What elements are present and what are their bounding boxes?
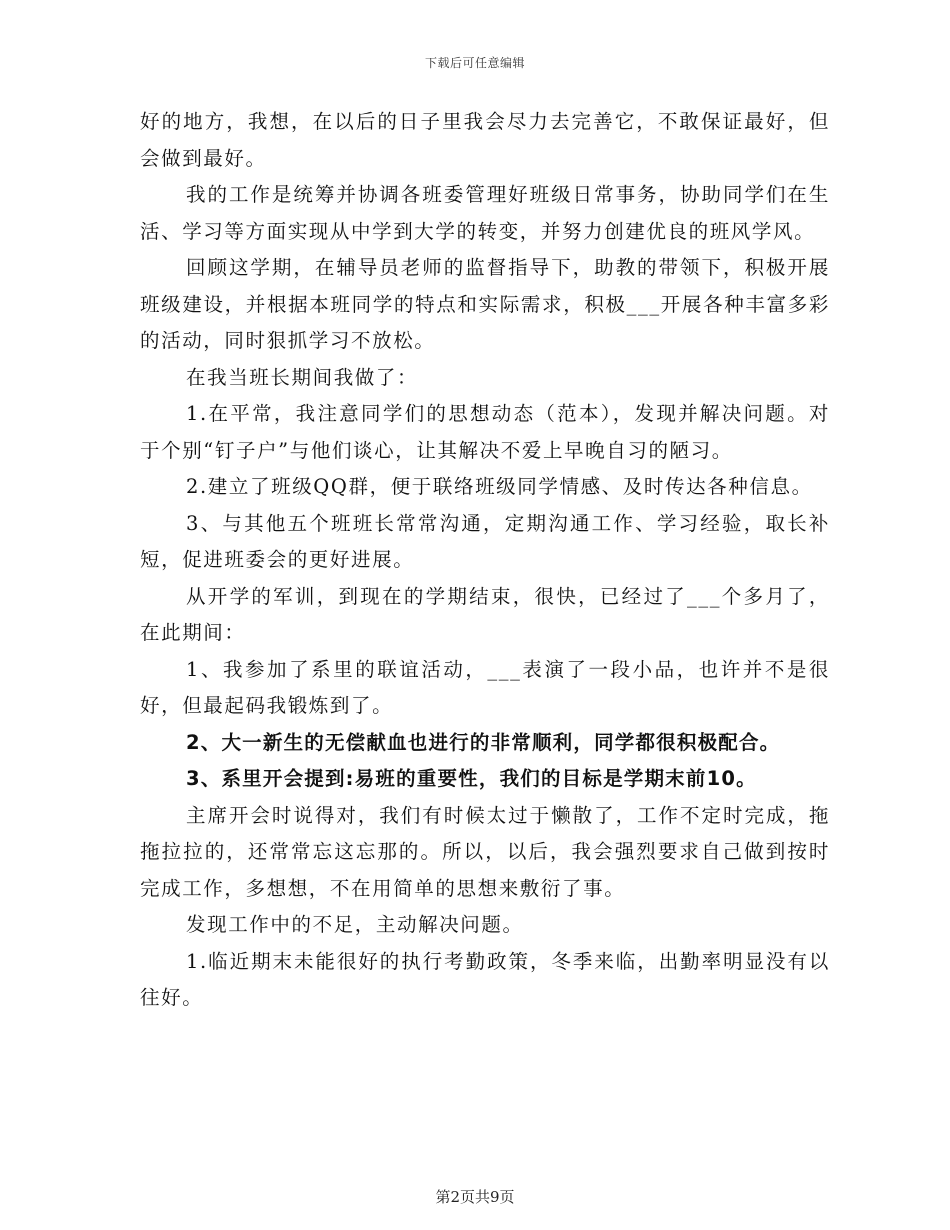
paragraph: 在我当班长期间我做了：: [186, 365, 419, 389]
document-body: [140, 104, 830, 1017]
list-item: 1.临近期末未能很好的执行考勤政策，冬季来临，出勤率明显没有以往好。: [140, 949, 830, 1009]
paragraph: 我的工作是统筹并协调各班委管理好班级日常事务，协助同学们在生活、学习等方面实现从中学到大学的转变，并努力创建优良的班风学风。: [140, 183, 830, 243]
list-item: 3、与其他五个班班长常常沟通，定期沟通工作、学习经验，取长补短，促进班委会的更好进展。: [140, 511, 830, 571]
list-item-bold: 3、系里开会提到:易班的重要性，我们的目标是学期末前10。: [186, 767, 757, 790]
page-number: 第2页共9页: [435, 1188, 515, 1206]
list-item: 2.建立了班级QQ群，便于联络班级同学情感、及时传达各种信息。: [186, 475, 813, 498]
list-item-bold: 2、大一新生的无偿献血也进行的非常顺利，同学都很积极配合。: [186, 730, 781, 754]
paragraph: 发现工作中的不足，主动解决问题。: [186, 913, 524, 936]
header-note: 下载后可任意编辑: [424, 56, 525, 70]
paragraph: 好的地方，我想，在以后的日子里我会尽力去完善它，不敢保证最好，但会做到最好。: [140, 110, 830, 170]
paragraph: 从开学的军训，到现在的学期结束，很快，已经过了___个多月了，在此期间：: [140, 584, 830, 644]
list-item: 1、我参加了系里的联谊活动，___表演了一段小品，也许并不是很好，但最起码我锻炼到了。: [140, 657, 830, 717]
paragraph: 回顾这学期，在辅导员老师的监督指导下，助教的带领下，积极开展班级建设，并根据本班同学的特点和实际需求，积极___开展各种丰富多彩的活动，同时狠抓学习不放松。: [140, 256, 830, 352]
list-item: 1.在平常，我注意同学们的思想动态（范本），发现并解决问题。对于个别“钉子户”与他们谈心，让其解决不爱上早晚自习的陋习。: [140, 402, 830, 462]
paragraph: 主席开会时说得对，我们有时候太过于懒散了，工作不定时完成，拖拖拉拉的，还常常忘这忘那的。所以，以后，我会强烈要求自己做到按时完成工作，多想想，不在用简单的思想来敷衍了事。: [140, 803, 830, 900]
